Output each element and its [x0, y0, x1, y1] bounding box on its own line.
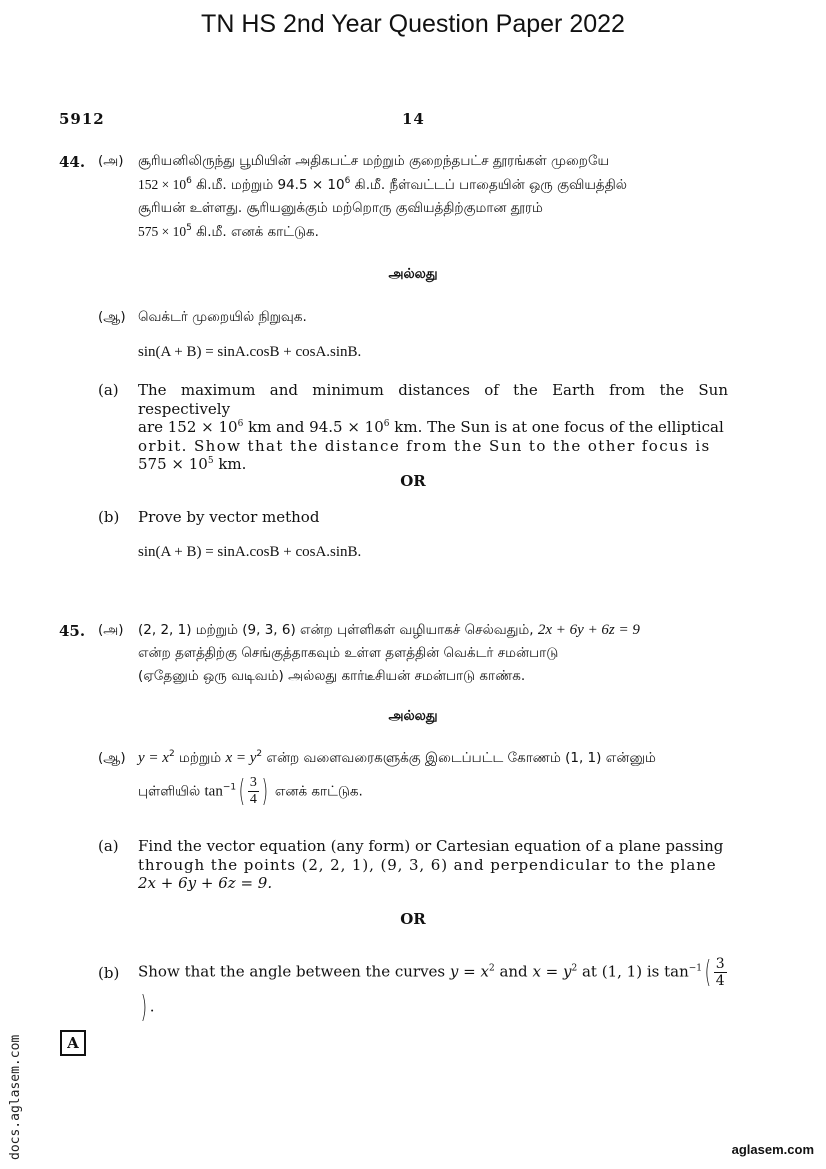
page-title: TN HS 2nd Year Question Paper 2022: [201, 10, 625, 38]
q45-en-b-fraction: $\frac{3}{4}$: [715, 956, 725, 989]
q45-tamil-a-label: (அ): [98, 622, 124, 638]
q45-en-a-line3: 2x + 6y + 6z = 9.: [138, 874, 273, 892]
question-44-number: 44.: [59, 153, 86, 171]
q44-tamil-a-label: (அ): [98, 153, 124, 169]
q45-tamil-a-line2: என்ற தளத்திற்கு செங்குத்தாகவும் உள்ள தளத்தின் வெக்டர் சமன்பாடு: [138, 645, 559, 661]
q44-tamil-or: அல்லது: [388, 266, 438, 282]
q44-en-a-line3: orbit. Show that the distance from the Sun to the other focus is: [138, 436, 711, 455]
q44-tamil-a-text: [138, 150, 728, 244]
q45-tamil-a-line3: (ஏதேனும் ஒரு வடிவம்) அல்லது கார்டீசியன் சமன்பாடு காண்க.: [138, 668, 526, 684]
brand-footer: aglasem.com: [731, 1142, 814, 1157]
q45-en-a-line2: through the points (2, 2, 1), (9, 3, 6) and perpendicular to the plane: [138, 855, 717, 874]
q44-en-or: OR: [400, 472, 426, 490]
q44-en-b-text: Prove by vector method: [138, 508, 320, 526]
q45-en-a-text: [138, 837, 728, 893]
q44-en-a-label: (a): [98, 381, 119, 399]
watermark-url: docs.aglasem.com: [8, 1034, 23, 1160]
q44-tamil-a-line4: $575 \times 10^5$ கி.மீ. எனக் காட்டுக.: [138, 223, 319, 240]
q44-en-b-formula: sin(A + B) = sinA.cosB + cosA.sinB.: [138, 544, 362, 560]
q45-tamil-a-text: [138, 619, 728, 688]
q45-tamil-b-fraction: $\frac{3}{4}$: [249, 775, 257, 807]
q44-en-b-label: (b): [98, 508, 120, 526]
q45-en-or: OR: [400, 910, 426, 928]
q45-en-b-label: (b): [98, 964, 120, 982]
question-45-number: 45.: [59, 622, 86, 640]
q45-tamil-b-label: (ஆ): [98, 750, 126, 766]
q44-en-a-line1: The maximum and minimum distances of the Earth from the Sun respectively: [138, 381, 728, 418]
q45-en-a-label: (a): [98, 837, 119, 855]
q44-tamil-a-line1: சூரியனிலிருந்து பூமியின் அதிகபட்ச மற்றும் குறைந்தபட்ச தூரங்கள் முறையே: [138, 153, 610, 169]
q44-tamil-a-line3: சூரியன் உள்ளது. சூரியனுக்கும் மற்றொரு குவியத்திற்குமான தூரம்: [138, 200, 543, 216]
q44-en-a-line2: are $152 \times 10^6$ km and $94.5 \times 10^6$ km. The Sun is at one focus of the elliptical: [138, 418, 724, 436]
q45-tamil-a-line1: (2, 2, 1) மற்றும் (9, 3, 6) என்ற புள்ளிகள் வழியாகச் செல்வதும், 2x + 6y + 6z = 9: [138, 622, 640, 638]
q44-en-a-text: [138, 381, 728, 474]
paper-code: 5912: [59, 110, 105, 128]
q45-tamil-or: அல்லது: [388, 708, 438, 724]
q44-tamil-b-label: (ஆ): [98, 309, 126, 325]
q44-tamil-b-text: வெக்டர் முறையில் நிறுவுக.: [138, 309, 307, 325]
q45-en-b-text: Show that the angle between the curves $y = x^2$ and $x = y^2$ at (1, 1) is $\tan^{-1}$( $\frac{3}{4}$ ) .: [138, 955, 725, 1025]
booklet-type-box: A: [60, 1030, 86, 1056]
q45-en-a-line1: Find the vector equation (any form) or Cartesian equation of a plane passing: [138, 837, 724, 855]
page-number: 14: [402, 110, 425, 128]
q44-tamil-a-line2: $152 \times 10^6$ கி.மீ. மற்றும் $94.5 \times 10^6$ கி.மீ. நீள்வட்டப் பாதையின் ஒரு குவியத்தில்: [138, 176, 627, 193]
q45-tamil-b-line1: $y = x^2$ மற்றும் $x = y^2$ என்ற வளைவரைகளுக்கு இடைப்பட்ட கோணம் (1, 1) என்னும்: [138, 749, 656, 766]
q45-tamil-b-line2: புள்ளியில் $\tan^{-1}$( $\frac{3}{4}$ ) எனக் காட்டுக.: [138, 774, 363, 809]
q44-en-a-line4: $575 \times 10^5$ km.: [138, 455, 247, 473]
q44-tamil-b-formula: sin(A + B) = sinA.cosB + cosA.sinB.: [138, 344, 362, 360]
